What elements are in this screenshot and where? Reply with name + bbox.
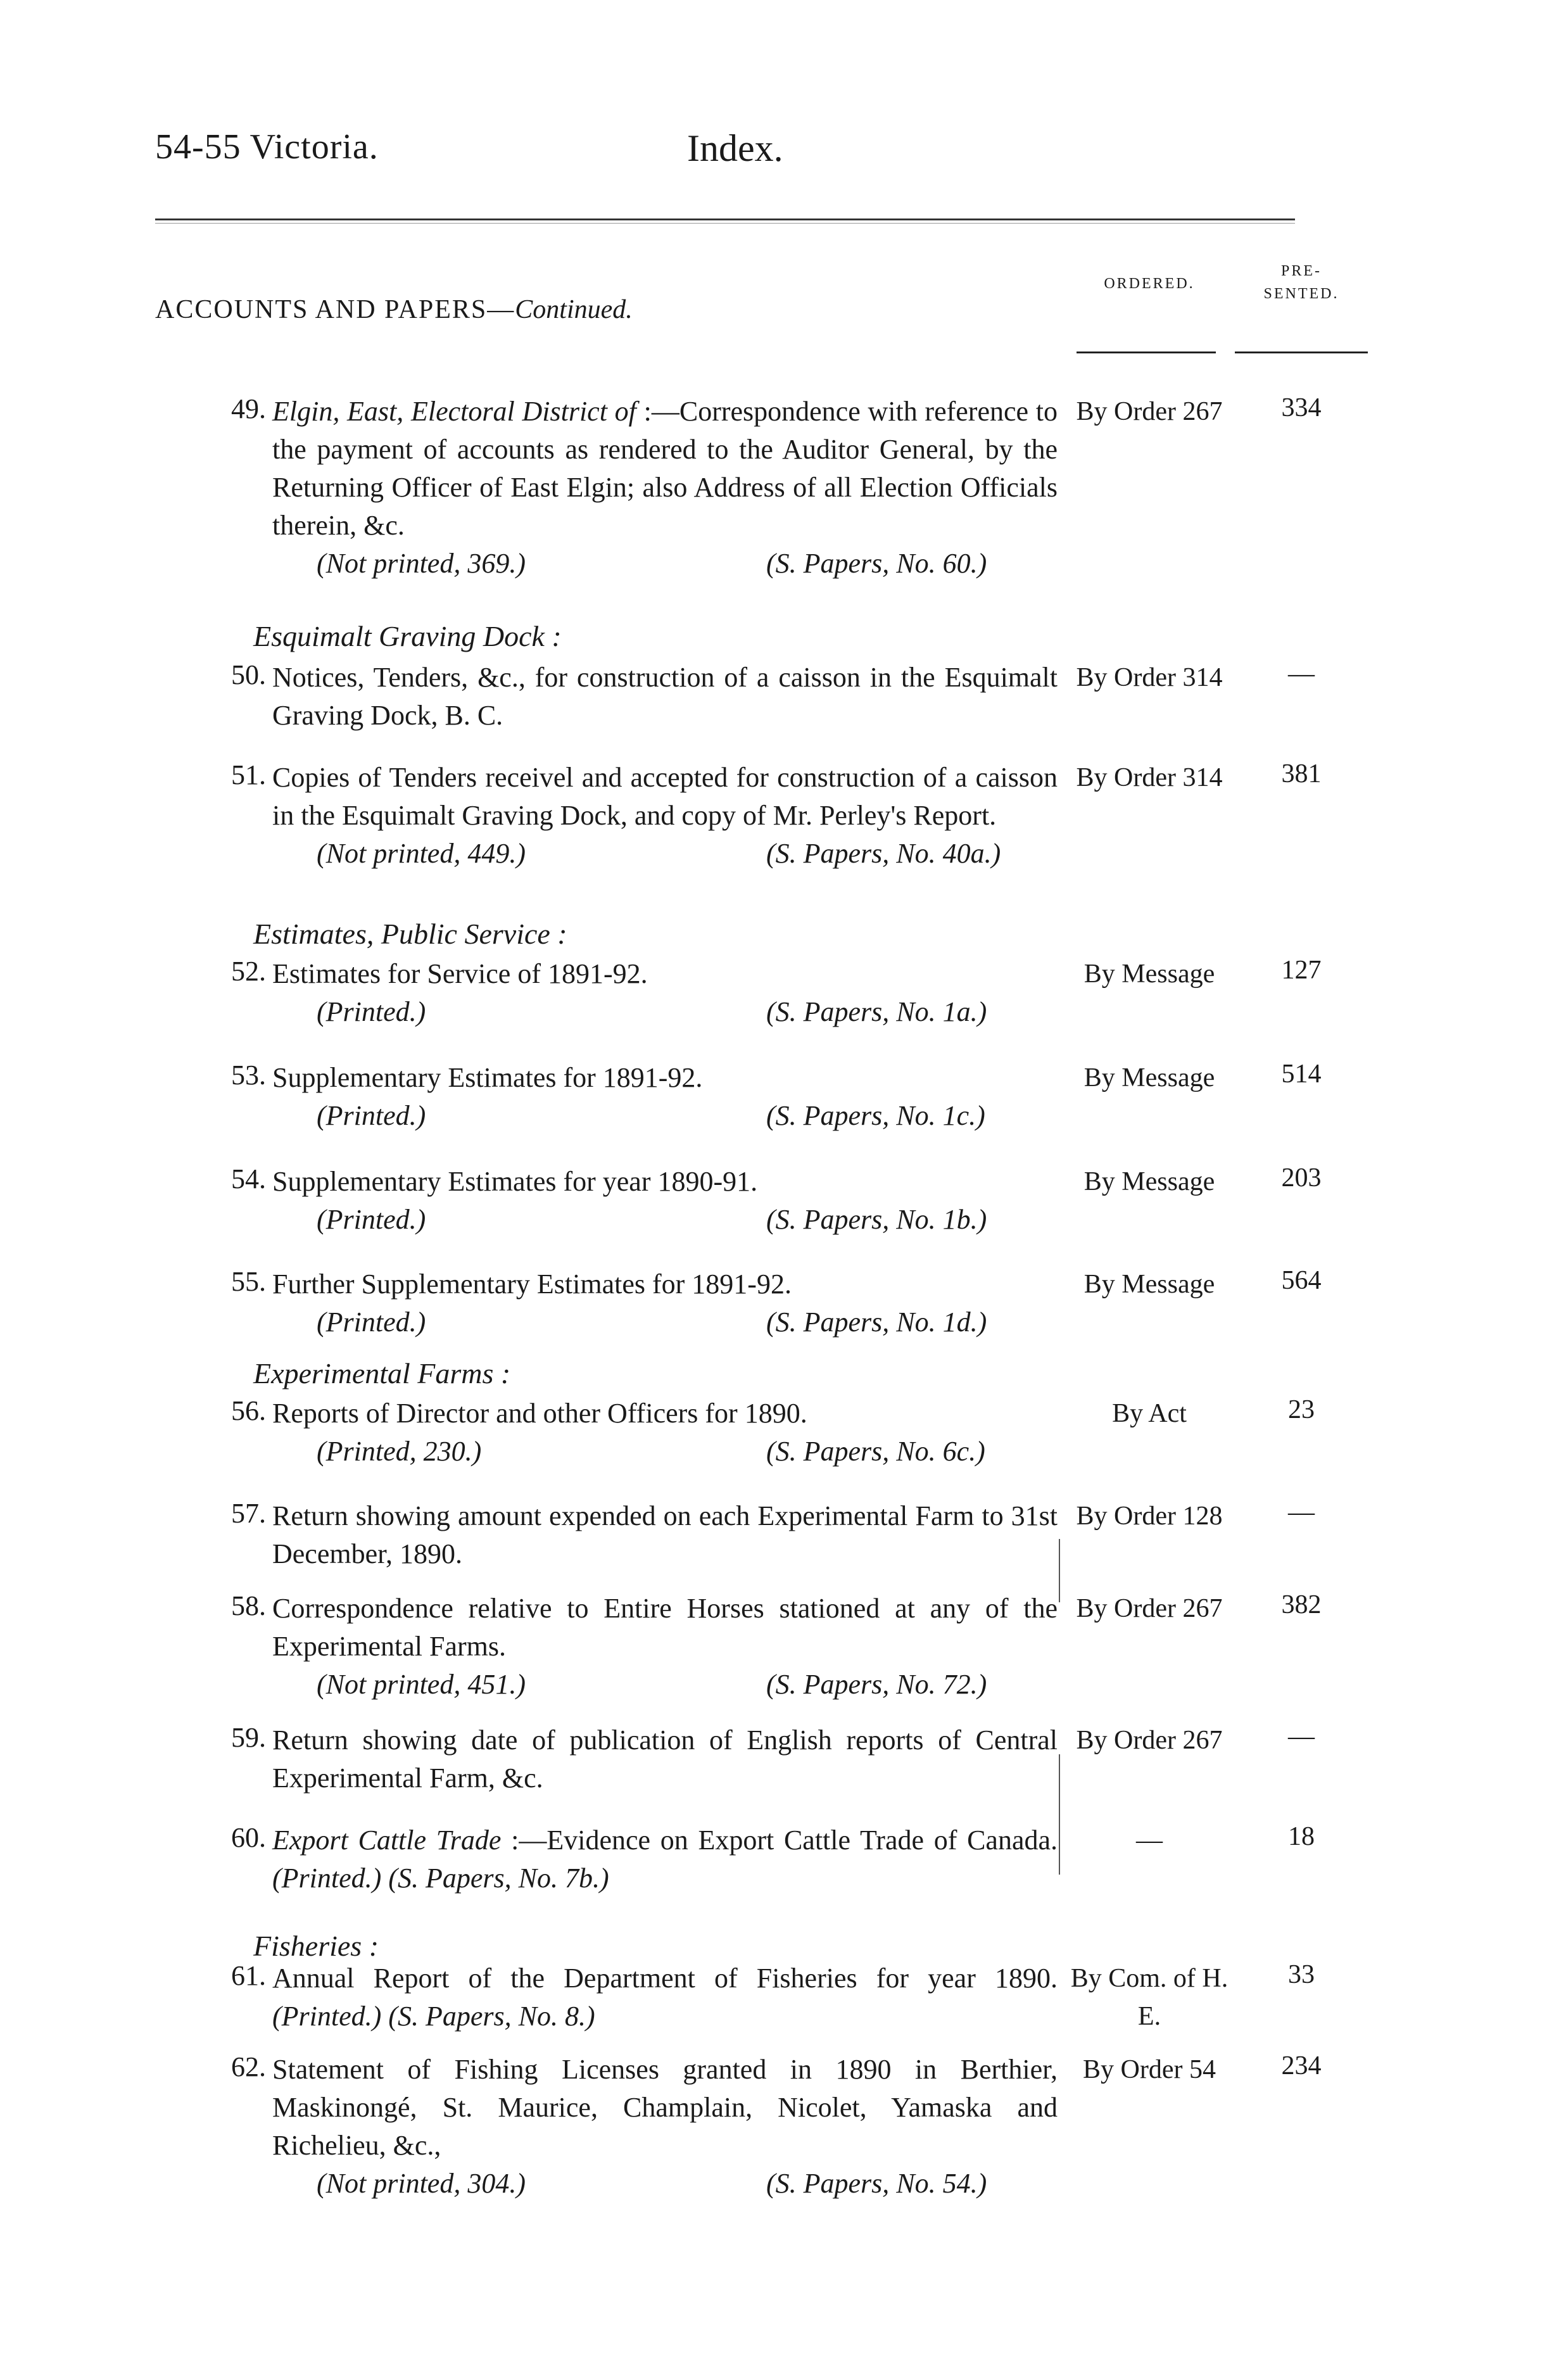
entry-sessional-paper: (S. Papers, No. 1b.) <box>766 1204 987 1235</box>
entry-presented: 382 <box>1281 1590 1322 1619</box>
entry-text: Statement of Fishing Licenses granted in 1890 in Berthier, Maskinongé, St. Maurice, Champlain, Nicolet, Yamaska and Richelieu, &c., <box>272 2054 1058 2161</box>
entry-description <box>272 759 1058 873</box>
header-session: 54-55 Victoria. <box>155 127 379 167</box>
entry-presented: — <box>1288 1498 1315 1527</box>
entry-description <box>272 659 1058 735</box>
entry-number: 59. <box>231 1722 266 1753</box>
entry-number: 54. <box>231 1163 266 1194</box>
subhead-fisheries: Fisheries : <box>253 1930 379 1962</box>
section-title-main: ACCOUNTS AND PAPERS— <box>155 295 515 324</box>
entry-description <box>272 2051 1058 2203</box>
entry-description <box>272 1395 1058 1471</box>
entry-description <box>272 1497 1058 1573</box>
entry-sessional-paper: (S. Papers, No. 8.) <box>388 2001 595 2032</box>
entry-print-status: (Printed.) <box>317 1100 426 1131</box>
entry-references <box>272 545 1058 583</box>
column-rule-presented <box>1235 351 1368 353</box>
entry-description <box>272 1163 1058 1239</box>
entry-presented: — <box>1288 659 1315 688</box>
entry-lead: Export Cattle Trade <box>272 1825 502 1856</box>
subhead-experimental-farms: Experimental Farms : <box>253 1357 511 1389</box>
entry-text: :—Evidence on Export Cattle Trade of Canada. <box>511 1825 1058 1856</box>
entry-sessional-paper: (S. Papers, No. 72.) <box>766 1669 987 1700</box>
entry-print-status: (Not printed, 449.) <box>317 838 526 869</box>
entry-text: Correspondence relative to Entire Horses stationed at any of the Experimental Farms. <box>272 1593 1058 1662</box>
entry-description <box>272 1821 1058 1897</box>
entry-text: Return showing date of publication of English reports of Central Experimental Farm, &c. <box>272 1725 1058 1794</box>
section-title-continued: Continued. <box>515 295 633 324</box>
entry-ordered: By Order 54 <box>1083 2055 1216 2084</box>
entry-text: Annual Report of the Department of Fisheries for year 1890. <box>272 1963 1058 1994</box>
entry-ordered: By Order 267 <box>1076 397 1223 426</box>
column-divider <box>1059 1754 1060 1875</box>
entry-ordered: — <box>1136 1826 1163 1855</box>
entry-number: 51. <box>231 759 266 790</box>
entry-number: 53. <box>231 1060 266 1091</box>
entry-print-status: (Printed, 230.) <box>317 1436 482 1467</box>
entry-description <box>272 1265 1058 1341</box>
entry-references <box>272 1201 1058 1239</box>
entry-print-status: (Printed.) <box>317 1204 426 1235</box>
entry-references <box>272 2165 1058 2203</box>
entry-references <box>272 835 1058 873</box>
entry-number: 61. <box>231 1960 266 1991</box>
entry-text: Reports of Director and other Officers for 1890. <box>272 1398 807 1429</box>
entry-description <box>272 1059 1058 1135</box>
entry-description <box>272 1959 1058 2035</box>
entry-presented: 514 <box>1281 1060 1322 1089</box>
entry-text: Estimates for Service of 1891-92. <box>272 958 648 989</box>
column-divider <box>1059 1539 1060 1602</box>
entry-print-status: (Not printed, 451.) <box>317 1669 526 1700</box>
entry-references <box>272 1303 1058 1341</box>
entry-sessional-paper: (S. Papers, No. 1a.) <box>766 996 987 1027</box>
entry-references <box>272 1097 1058 1135</box>
entry-sessional-paper: (S. Papers, No. 60.) <box>766 548 987 579</box>
entry-text: Notices, Tenders, &c., for construction of a caisson in the Esquimalt Graving Dock, B. C. <box>272 662 1058 731</box>
entry-sessional-paper: (S. Papers, No. 40a.) <box>766 838 1001 869</box>
entry-print-status: (Printed.) <box>272 1863 382 1894</box>
entry-text: Return showing amount expended on each Experimental Farm to 31st December, 1890. <box>272 1500 1058 1569</box>
entry-references <box>272 993 1058 1031</box>
entry-description <box>272 1590 1058 1704</box>
entry-references <box>272 1666 1058 1704</box>
entry-presented: 381 <box>1281 759 1322 788</box>
entry-sessional-paper: (S. Papers, No. 1c.) <box>766 1100 985 1131</box>
entry-ordered: By Order 267 <box>1076 1594 1223 1623</box>
entry-print-status: (Not printed, 304.) <box>317 2168 526 2199</box>
header-rule <box>155 218 1295 220</box>
entry-number: 55. <box>231 1266 266 1297</box>
entry-lead: Elgin, East, Electoral District of <box>272 396 636 427</box>
entry-print-status: (Printed.) <box>317 996 426 1027</box>
entry-number: 62. <box>231 2051 266 2082</box>
entry-text: Further Supplementary Estimates for 1891-92. <box>272 1269 792 1300</box>
entry-description <box>272 393 1058 583</box>
entry-description <box>272 955 1058 1031</box>
entry-text: Supplementary Estimates for year 1890-91. <box>272 1166 758 1197</box>
entry-sessional-paper: (S. Papers, No. 6c.) <box>766 1436 985 1467</box>
entry-ordered: By Message <box>1083 1167 1215 1196</box>
entry-references <box>272 1433 1058 1471</box>
entry-ordered: By Order 314 <box>1076 763 1223 792</box>
entry-presented: 564 <box>1281 1266 1322 1295</box>
column-header-presented <box>1229 260 1374 305</box>
entry-ordered: By Message <box>1083 959 1215 989</box>
entry-number: 50. <box>231 659 266 690</box>
entry-ordered: By Order 267 <box>1076 1726 1223 1755</box>
entry-presented: 18 <box>1288 1822 1315 1851</box>
entry-text: Supplementary Estimates for 1891-92. <box>272 1062 703 1093</box>
header-index: Index. <box>687 127 783 169</box>
entry-sessional-paper: (S. Papers, No. 54.) <box>766 2168 987 2199</box>
entry-ordered: By Order 314 <box>1076 663 1223 692</box>
entry-presented: 127 <box>1281 956 1322 985</box>
entry-number: 57. <box>231 1498 266 1529</box>
entry-ordered: By Message <box>1083 1063 1215 1092</box>
entry-number: 56. <box>231 1395 266 1426</box>
entry-ordered: By Message <box>1083 1270 1215 1299</box>
entry-sessional-paper: (S. Papers, No. 1d.) <box>766 1307 987 1338</box>
entry-ordered: By Act <box>1112 1399 1187 1428</box>
running-header <box>0 127 1554 184</box>
entry-ordered: By Com. of H. E. <box>1070 1964 1229 2031</box>
entry-print-status: (Printed.) <box>317 1307 426 1338</box>
entry-number: 60. <box>231 1822 266 1853</box>
entry-print-status: (Not printed, 369.) <box>317 548 526 579</box>
entry-sessional-paper: (S. Papers, No. 7b.) <box>388 1863 609 1894</box>
column-header-ordered: ORDERED. <box>1104 275 1195 292</box>
entry-presented: 33 <box>1288 1960 1315 1989</box>
column-header-presented-1: PRE- <box>1280 263 1322 279</box>
entry-text: :—Correspondence with reference to the payment of accounts as rendered to the Auditor General, by the Returning Officer of East Elgin; also Address of all Election Officials therein, &c. <box>272 396 1058 541</box>
entry-description <box>272 1721 1058 1797</box>
entry-presented: — <box>1288 1722 1315 1751</box>
entry-presented: 234 <box>1281 2051 1322 2080</box>
entry-presented: 203 <box>1281 1163 1322 1193</box>
entry-presented: 334 <box>1281 393 1322 422</box>
entry-number: 52. <box>231 956 266 987</box>
section-title <box>155 294 633 325</box>
entry-number: 49. <box>231 393 266 424</box>
entry-text: Copies of Tenders receivel and accepted for construction of a caisson in the Esquimalt Graving Dock, and copy of Mr. Perley's Report. <box>272 762 1058 831</box>
entry-print-status: (Printed.) <box>272 2001 382 2032</box>
entry-ordered: By Order 128 <box>1076 1502 1223 1531</box>
column-header-presented-2: SENTED. <box>1263 286 1339 302</box>
entry-number: 58. <box>231 1590 266 1621</box>
subhead-estimates: Estimates, Public Service : <box>253 918 567 950</box>
entry-presented: 23 <box>1288 1395 1315 1424</box>
subhead-esquimalt: Esquimalt Graving Dock : <box>253 620 562 652</box>
header-rule-thin <box>155 223 1295 224</box>
column-rule-ordered <box>1077 351 1216 353</box>
